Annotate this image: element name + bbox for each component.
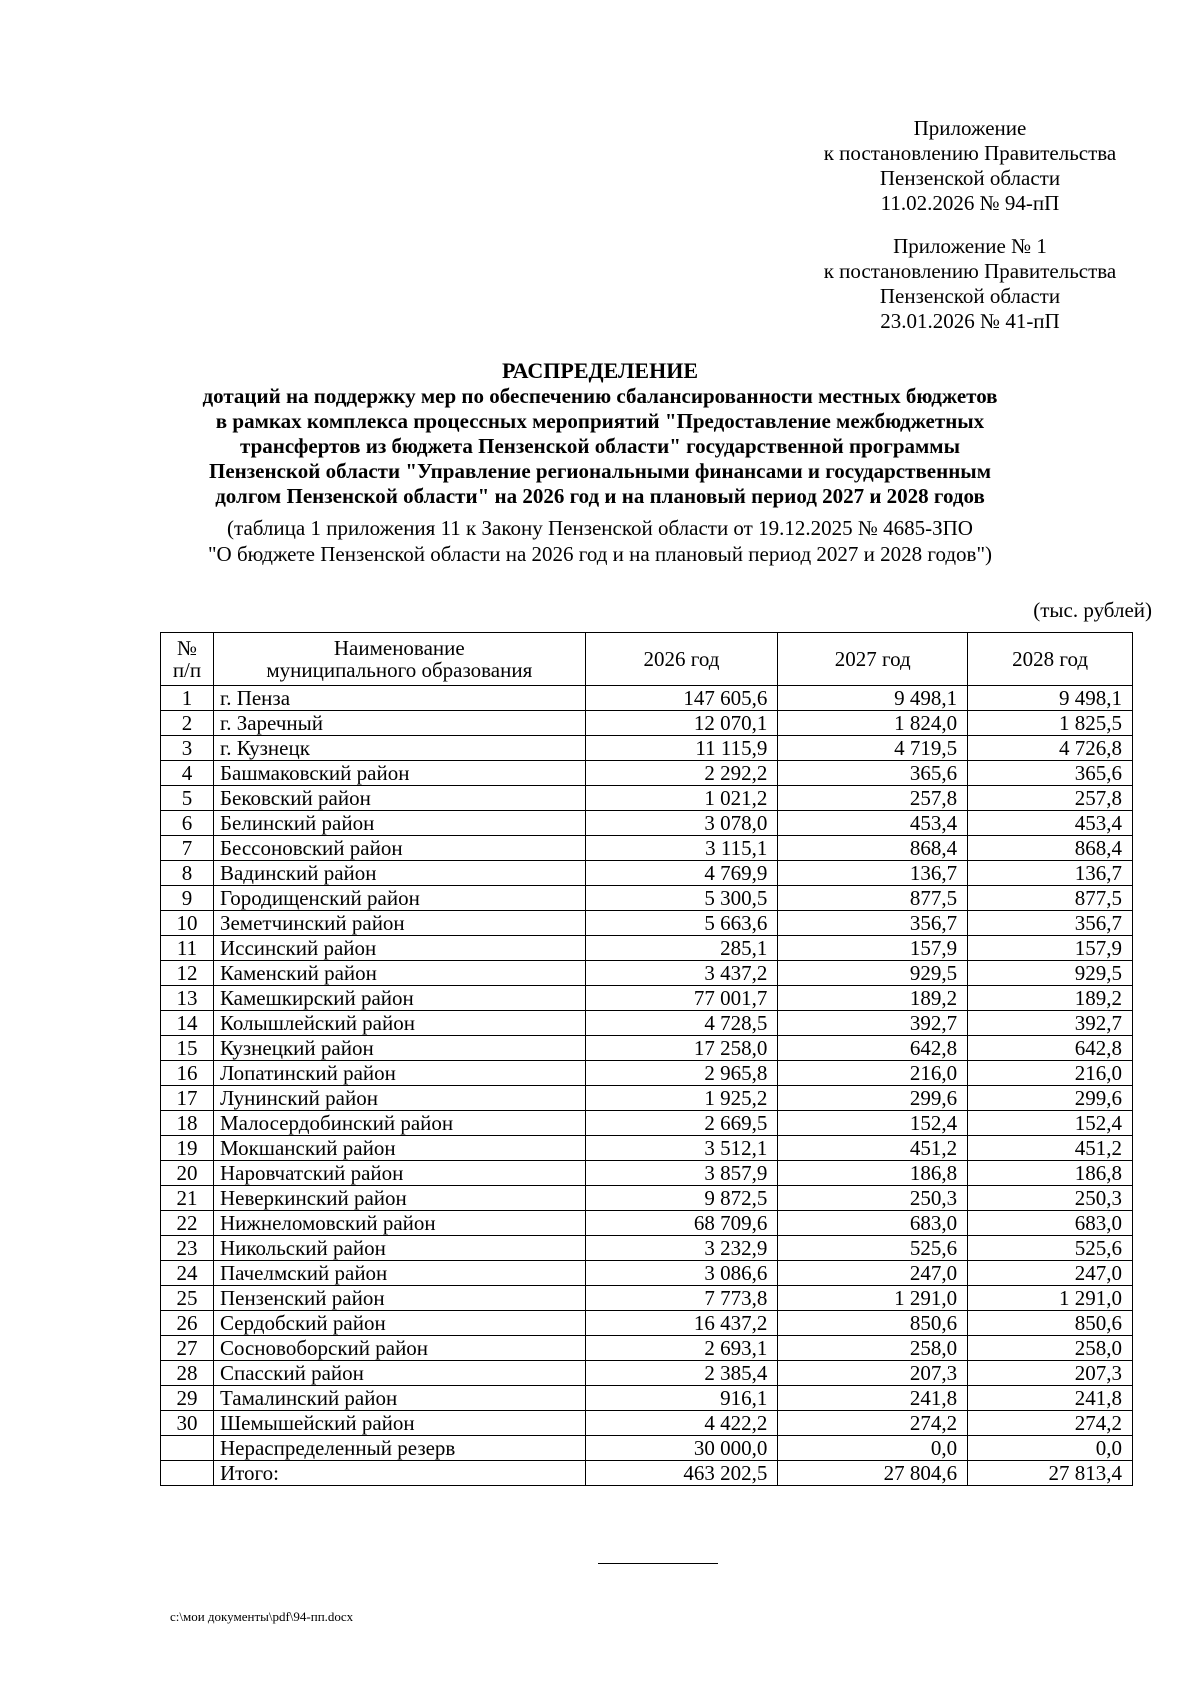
amount-2027: 868,4 — [778, 836, 968, 861]
row-number: 28 — [161, 1361, 214, 1386]
table-row — [161, 986, 1133, 1011]
row-number: 16 — [161, 1061, 214, 1086]
row-number: 26 — [161, 1311, 214, 1336]
amount-2028: 0,0 — [968, 1436, 1133, 1461]
amount-2028: 274,2 — [968, 1411, 1133, 1436]
row-number: 18 — [161, 1111, 214, 1136]
document-subtitle — [100, 384, 1100, 509]
row-number: 6 — [161, 811, 214, 836]
table-row — [161, 761, 1133, 786]
header-number: № п/п — [161, 633, 214, 686]
appendix-line: Приложение № 1 — [893, 234, 1047, 258]
amount-2027: 356,7 — [778, 911, 968, 936]
amount-2026: 3 232,9 — [585, 1236, 778, 1261]
amount-2027: 1 824,0 — [778, 711, 968, 736]
amount-2028: 642,8 — [968, 1036, 1133, 1061]
subtitle-line: Пензенской области "Управление региональными финансами и государственным — [208, 459, 991, 483]
table-row — [161, 1286, 1133, 1311]
row-number: 9 — [161, 886, 214, 911]
units-label: (тыс. рублей) — [1033, 598, 1152, 622]
document-title: РАСПРЕДЕЛЕНИЕ — [501, 358, 698, 383]
municipality-name: Тамалинский район — [213, 1386, 585, 1411]
document-heading — [100, 358, 1100, 567]
amount-2026: 3 437,2 — [585, 961, 778, 986]
amount-2027: 9 498,1 — [778, 686, 968, 711]
amount-2026: 4 728,5 — [585, 1011, 778, 1036]
amount-2027: 27 804,6 — [778, 1461, 968, 1486]
municipality-name: Сердобский район — [213, 1311, 585, 1336]
amount-2026: 4 769,9 — [585, 861, 778, 886]
table-row — [161, 1011, 1133, 1036]
municipality-name: Пензенский район — [213, 1286, 585, 1311]
row-number: 27 — [161, 1336, 214, 1361]
amount-2028: 4 726,8 — [968, 736, 1133, 761]
amount-2027: 247,0 — [778, 1261, 968, 1286]
amount-2028: 877,5 — [968, 886, 1133, 911]
table-header-row — [161, 633, 1133, 686]
amount-2028: 258,0 — [968, 1336, 1133, 1361]
table-row — [161, 1186, 1133, 1211]
appendix-block-original — [780, 234, 1160, 334]
amount-2028: 299,6 — [968, 1086, 1133, 1111]
table-row — [161, 1036, 1133, 1061]
amount-2027: 365,6 — [778, 761, 968, 786]
distribution-table — [160, 632, 1133, 1486]
municipality-name: Никольский район — [213, 1236, 585, 1261]
amount-2026: 463 202,5 — [585, 1461, 778, 1486]
municipality-name: Малосердобинский район — [213, 1111, 585, 1136]
municipality-name: Бессоновский район — [213, 836, 585, 861]
row-number: 15 — [161, 1036, 214, 1061]
amount-2026: 2 965,8 — [585, 1061, 778, 1086]
table-row — [161, 1361, 1133, 1386]
header-2027: 2027 год — [778, 633, 968, 686]
amount-2028: 207,3 — [968, 1361, 1133, 1386]
municipality-name: г. Кузнецк — [213, 736, 585, 761]
amount-2027: 299,6 — [778, 1086, 968, 1111]
table-row — [161, 886, 1133, 911]
table-row — [161, 936, 1133, 961]
municipality-name: Иссинский район — [213, 936, 585, 961]
amount-2026: 5 663,6 — [585, 911, 778, 936]
row-number: 13 — [161, 986, 214, 1011]
municipality-name: Кузнецкий район — [213, 1036, 585, 1061]
row-number: 5 — [161, 786, 214, 811]
amount-2027: 683,0 — [778, 1211, 968, 1236]
amount-2028: 365,6 — [968, 761, 1133, 786]
amount-2026: 3 086,6 — [585, 1261, 778, 1286]
amount-2028: 250,3 — [968, 1186, 1133, 1211]
municipality-name: Бековский район — [213, 786, 585, 811]
end-separator-line — [598, 1563, 718, 1564]
amount-2026: 3 512,1 — [585, 1136, 778, 1161]
row-number: 14 — [161, 1011, 214, 1036]
municipality-name: Вадинский район — [213, 861, 585, 886]
table-row — [161, 1211, 1133, 1236]
table-row — [161, 1261, 1133, 1286]
row-number: 12 — [161, 961, 214, 986]
amount-2027: 525,6 — [778, 1236, 968, 1261]
subtitle-line: долгом Пензенской области" на 2026 год и на плановый период 2027 и 2028 годов — [215, 484, 985, 508]
header-municipality: Наименование муниципального образования — [213, 633, 585, 686]
amount-2026: 2 292,2 — [585, 761, 778, 786]
subtitle-line: дотаций на поддержку мер по обеспечению сбалансированности местных бюджетов — [202, 384, 998, 408]
municipality-name: Лопатинский район — [213, 1061, 585, 1086]
row-number: 21 — [161, 1186, 214, 1211]
amount-2027: 216,0 — [778, 1061, 968, 1086]
municipality-name: Белинский район — [213, 811, 585, 836]
amount-2027: 1 291,0 — [778, 1286, 968, 1311]
amount-2026: 12 070,1 — [585, 711, 778, 736]
amount-2027: 250,3 — [778, 1186, 968, 1211]
amount-2028: 152,4 — [968, 1111, 1133, 1136]
row-number: 22 — [161, 1211, 214, 1236]
municipality-name: Городищенский район — [213, 886, 585, 911]
municipality-name: Пачелмский район — [213, 1261, 585, 1286]
table-row — [161, 836, 1133, 861]
note-line: "О бюджете Пензенской области на 2026 год и на плановый период 2027 и 2028 годов") — [207, 542, 993, 566]
amount-2026: 2 385,4 — [585, 1361, 778, 1386]
appendix-line: Пензенской области — [879, 284, 1061, 308]
row-number: 7 — [161, 836, 214, 861]
municipality-name: Камешкирский район — [213, 986, 585, 1011]
row-number: 19 — [161, 1136, 214, 1161]
amount-2026: 68 709,6 — [585, 1211, 778, 1236]
row-number: 17 — [161, 1086, 214, 1111]
table-row — [161, 786, 1133, 811]
table-row — [161, 861, 1133, 886]
table-row — [161, 911, 1133, 936]
amount-2026: 11 115,9 — [585, 736, 778, 761]
amount-2026: 3 857,9 — [585, 1161, 778, 1186]
amount-2026: 17 258,0 — [585, 1036, 778, 1061]
amount-2028: 392,7 — [968, 1011, 1133, 1036]
row-number: 8 — [161, 861, 214, 886]
amount-2028: 216,0 — [968, 1061, 1133, 1086]
amount-2028: 189,2 — [968, 986, 1133, 1011]
row-number: 24 — [161, 1261, 214, 1286]
row-number: 2 — [161, 711, 214, 736]
table-row — [161, 1386, 1133, 1411]
amount-2026: 2 693,1 — [585, 1336, 778, 1361]
amount-2028: 27 813,4 — [968, 1461, 1133, 1486]
amount-2027: 274,2 — [778, 1411, 968, 1436]
table-row — [161, 1136, 1133, 1161]
appendix-line: к постановлению Правительства — [823, 141, 1117, 165]
amount-2028: 525,6 — [968, 1236, 1133, 1261]
header-2028: 2028 год — [968, 633, 1133, 686]
row-number: 29 — [161, 1386, 214, 1411]
row-number: 30 — [161, 1411, 214, 1436]
municipality-name: Лунинский район — [213, 1086, 585, 1111]
amount-2028: 186,8 — [968, 1161, 1133, 1186]
amount-2027: 157,9 — [778, 936, 968, 961]
municipality-name: Спасский район — [213, 1361, 585, 1386]
row-number — [161, 1436, 214, 1461]
amount-2027: 257,8 — [778, 786, 968, 811]
amount-2026: 7 773,8 — [585, 1286, 778, 1311]
amount-2028: 1 291,0 — [968, 1286, 1133, 1311]
amount-2028: 850,6 — [968, 1311, 1133, 1336]
amount-2028: 929,5 — [968, 961, 1133, 986]
municipality-name: Сосновоборский район — [213, 1336, 585, 1361]
amount-2028: 247,0 — [968, 1261, 1133, 1286]
source-note — [100, 515, 1100, 567]
subtitle-line: трансфертов из бюджета Пензенской области" государственной программы — [240, 434, 960, 458]
municipality-name: Шемышейский район — [213, 1411, 585, 1436]
amount-2027: 850,6 — [778, 1311, 968, 1336]
municipality-name: Земетчинский район — [213, 911, 585, 936]
amount-2026: 9 872,5 — [585, 1186, 778, 1211]
amount-2027: 451,2 — [778, 1136, 968, 1161]
row-number: 4 — [161, 761, 214, 786]
table-row — [161, 1411, 1133, 1436]
table-row — [161, 1436, 1133, 1461]
amount-2027: 0,0 — [778, 1436, 968, 1461]
amount-2027: 258,0 — [778, 1336, 968, 1361]
amount-2027: 392,7 — [778, 1011, 968, 1036]
municipality-name: Башмаковский район — [213, 761, 585, 786]
amount-2027: 241,8 — [778, 1386, 968, 1411]
municipality-name: Итого: — [213, 1461, 585, 1486]
row-number: 3 — [161, 736, 214, 761]
table-row — [161, 1461, 1133, 1486]
subtitle-line: в рамках комплекса процессных мероприятий "Предоставление межбюджетных — [215, 409, 985, 433]
row-number: 1 — [161, 686, 214, 711]
table-row — [161, 1336, 1133, 1361]
amount-2026: 1 021,2 — [585, 786, 778, 811]
appendix-line: 11.02.2026 № 94-пП — [880, 191, 1060, 215]
amount-2027: 207,3 — [778, 1361, 968, 1386]
amount-2026: 5 300,5 — [585, 886, 778, 911]
appendix-line: Приложение — [913, 116, 1027, 140]
appendix-block-current — [780, 116, 1160, 216]
table-row — [161, 686, 1133, 711]
amount-2028: 683,0 — [968, 1211, 1133, 1236]
municipality-name: Неверкинский район — [213, 1186, 585, 1211]
amount-2027: 136,7 — [778, 861, 968, 886]
table-row — [161, 811, 1133, 836]
amount-2026: 2 669,5 — [585, 1111, 778, 1136]
amount-2028: 9 498,1 — [968, 686, 1133, 711]
municipality-name: г. Заречный — [213, 711, 585, 736]
file-path-footer: c:\мои документы\pdf\94-пп.docx — [170, 1609, 354, 1624]
amount-2026: 916,1 — [585, 1386, 778, 1411]
municipality-name: г. Пенза — [213, 686, 585, 711]
row-number: 11 — [161, 936, 214, 961]
header-2026: 2026 год — [585, 633, 778, 686]
amount-2028: 257,8 — [968, 786, 1133, 811]
amount-2027: 152,4 — [778, 1111, 968, 1136]
municipality-name: Нераспределенный резерв — [213, 1436, 585, 1461]
row-number: 25 — [161, 1286, 214, 1311]
amount-2026: 3 078,0 — [585, 811, 778, 836]
table-row — [161, 1061, 1133, 1086]
table-row — [161, 961, 1133, 986]
amount-2027: 642,8 — [778, 1036, 968, 1061]
amount-2028: 868,4 — [968, 836, 1133, 861]
amount-2028: 451,2 — [968, 1136, 1133, 1161]
amount-2028: 241,8 — [968, 1386, 1133, 1411]
row-number — [161, 1461, 214, 1486]
table-row — [161, 1311, 1133, 1336]
amount-2026: 4 422,2 — [585, 1411, 778, 1436]
table-row — [161, 1161, 1133, 1186]
table-row — [161, 711, 1133, 736]
amount-2027: 186,8 — [778, 1161, 968, 1186]
row-number: 20 — [161, 1161, 214, 1186]
amount-2027: 4 719,5 — [778, 736, 968, 761]
table-row — [161, 1086, 1133, 1111]
appendix-line: 23.01.2026 № 41-пП — [880, 309, 1060, 333]
municipality-name: Каменский район — [213, 961, 585, 986]
appendix-line: к постановлению Правительства — [823, 259, 1117, 283]
amount-2028: 157,9 — [968, 936, 1133, 961]
row-number: 10 — [161, 911, 214, 936]
table-row — [161, 1111, 1133, 1136]
amount-2026: 147 605,6 — [585, 686, 778, 711]
amount-2026: 3 115,1 — [585, 836, 778, 861]
table-row — [161, 736, 1133, 761]
municipality-name: Колышлейский район — [213, 1011, 585, 1036]
row-number: 23 — [161, 1236, 214, 1261]
municipality-name: Мокшанский район — [213, 1136, 585, 1161]
table-row — [161, 1236, 1133, 1261]
amount-2026: 77 001,7 — [585, 986, 778, 1011]
amount-2028: 453,4 — [968, 811, 1133, 836]
amount-2026: 285,1 — [585, 936, 778, 961]
municipality-name: Наровчатский район — [213, 1161, 585, 1186]
municipality-name: Нижнеломовский район — [213, 1211, 585, 1236]
amount-2026: 30 000,0 — [585, 1436, 778, 1461]
amount-2028: 356,7 — [968, 911, 1133, 936]
note-line: (таблица 1 приложения 11 к Закону Пензенской области от 19.12.2025 № 4685-ЗПО — [227, 516, 973, 540]
amount-2028: 1 825,5 — [968, 711, 1133, 736]
amount-2026: 1 925,2 — [585, 1086, 778, 1111]
amount-2026: 16 437,2 — [585, 1311, 778, 1336]
amount-2028: 136,7 — [968, 861, 1133, 886]
appendix-line: Пензенской области — [879, 166, 1061, 190]
amount-2027: 929,5 — [778, 961, 968, 986]
amount-2027: 189,2 — [778, 986, 968, 1011]
amount-2027: 877,5 — [778, 886, 968, 911]
amount-2027: 453,4 — [778, 811, 968, 836]
